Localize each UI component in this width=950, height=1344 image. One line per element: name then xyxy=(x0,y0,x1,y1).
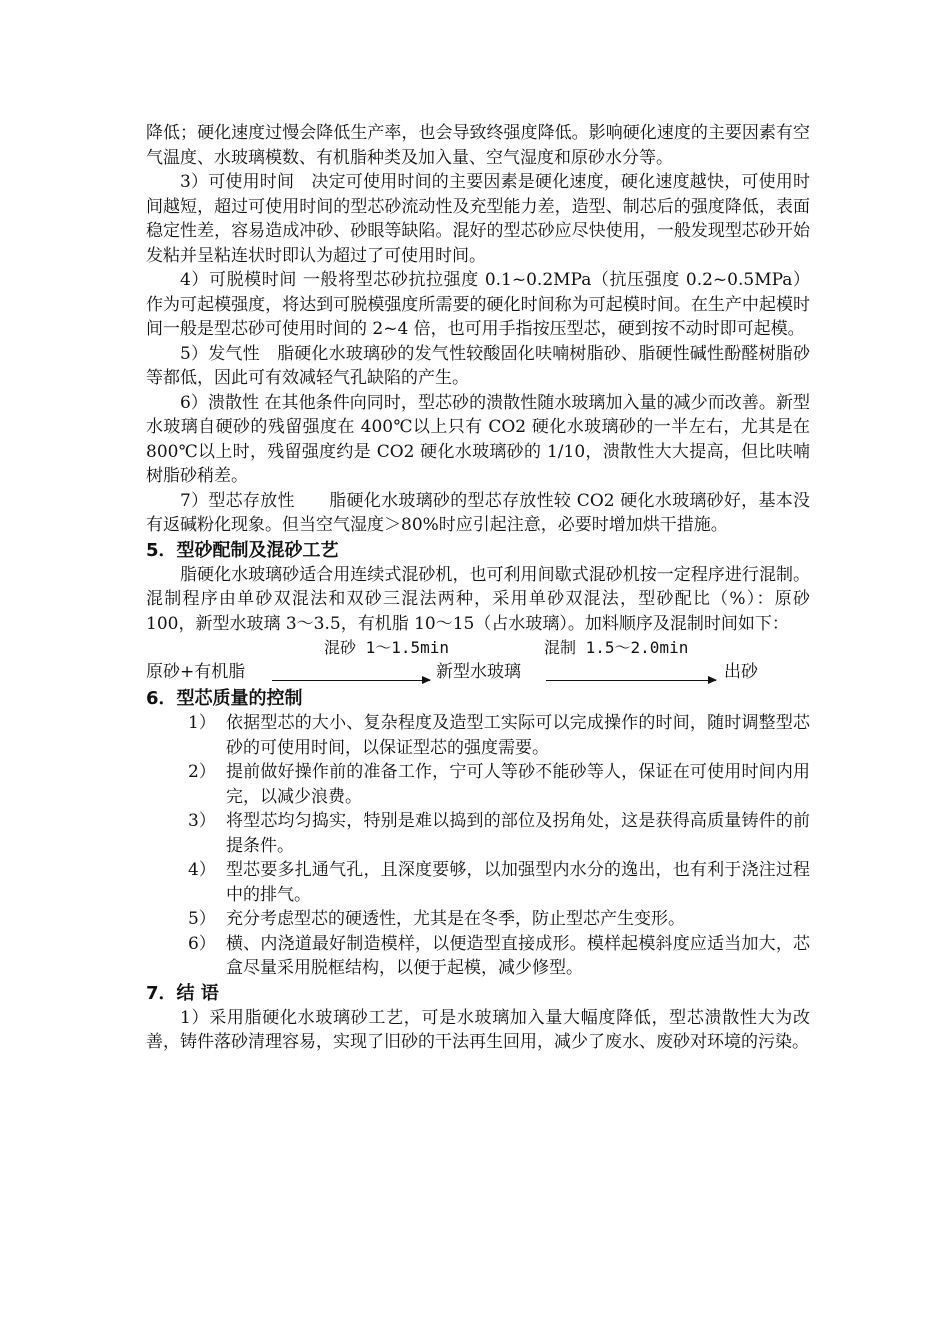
flow-arrow-2 xyxy=(546,680,716,681)
flow-step2-time: 混制 1.5～2.0min xyxy=(544,638,689,657)
list-item xyxy=(146,711,810,760)
mixing-flow-diagram xyxy=(146,636,810,686)
list-item-text: 将型芯均匀捣实，特别是难以捣到的部位及拐角处，这是获得高质量铸件的前提条件。 xyxy=(226,811,810,856)
list-item xyxy=(146,932,810,981)
quality-control-list xyxy=(146,711,810,981)
list-item-number: 3） xyxy=(188,811,216,831)
list-item xyxy=(146,907,810,932)
flow-step1-time: 混砂 1～1.5min xyxy=(324,638,450,657)
section-6-heading: 6．型芯质量的控制 xyxy=(146,688,303,709)
flow-middle-label: 新型水玻璃 xyxy=(436,662,521,682)
list-item-number: 4） xyxy=(188,860,216,880)
list-item xyxy=(146,858,810,907)
list-item xyxy=(146,809,810,858)
flow-end-label: 出砂 xyxy=(724,662,758,682)
paragraph-storage: 7）型芯存放性 脂硬化水玻璃砂的型芯存放性较 CO2 硬化水玻璃砂好，基本没有返碱粉化现象。但当空气湿度＞80%时应引起注意，必要时增加烘干措施。 xyxy=(146,490,810,535)
flow-start-label: 原砂+有机脂 xyxy=(146,662,246,682)
list-item-text: 充分考虑型芯的硬透性，尤其是在冬季，防止型芯产生变形。 xyxy=(226,909,685,929)
list-item-number: 1） xyxy=(188,713,216,733)
list-item-text: 提前做好操作前的准备工作，宁可人等砂不能砂等人，保证在可使用时间内用完，以减少浪费。 xyxy=(226,762,810,807)
section-7-paragraph: 1）采用脂硬化水玻璃砂工艺，可是水玻璃加入量大幅度降低，型芯溃散性大为改善，铸件落砂清理容易，实现了旧砂的干法再生回用，减少了废水、废砂对环境的污染。 xyxy=(146,1007,810,1052)
paragraph-usable-time: 3）可使用时间 决定可使用时间的主要因素是硬化速度，硬化速度越快，可使用时间越短，超过可使用时间的型芯砂流动性及充型能力差，造型、制芯后的强度降低，表面稳定性差，容易造成冲砂、砂眼等缺陷。混好的型芯砂应尽快使用，一般发现型芯砂开始发粘并呈粘连状时即认为超过了可使用时间。 xyxy=(146,172,810,266)
list-item-text: 依据型芯的大小、复杂程度及造型工实际可以完成操作的时间，随时调整型芯砂的可使用时间，以保证型芯的强度需要。 xyxy=(226,713,810,758)
list-item-number: 2） xyxy=(188,762,216,782)
list-item-text: 型芯要多扎通气孔，且深度要够，以加强型内水分的逸出，也有利于浇注过程中的排气。 xyxy=(226,860,810,905)
list-item-number: 5） xyxy=(188,909,216,929)
section-7-heading: 7．结 语 xyxy=(146,982,219,1004)
flow-arrow-1 xyxy=(272,680,430,681)
list-item-number: 6） xyxy=(188,933,216,954)
list-item xyxy=(146,760,810,809)
intro-paragraph: 降低；硬化速度过慢会降低生产率，也会导致终强度降低。影响硬化速度的主要因素有空气温度、水玻璃模数、有机脂种类及加入量、空气湿度和原砂水分等。 xyxy=(146,123,810,168)
document-body xyxy=(146,121,810,1055)
section-5-heading: 5．型砂配制及混砂工艺 xyxy=(146,539,339,561)
paragraph-gas-evolution: 5）发气性 脂硬化水玻璃砂的发气性较酸固化呋喃树脂砂、脂硬性碱性酚醛树脂砂等都低，因此可有效减轻气孔缺陷的产生。 xyxy=(146,343,810,388)
section-5-paragraph: 脂硬化水玻璃砂适合用连续式混砂机，也可利用间歇式混砂机按一定程序进行混制。混制程序由单砂双混法和双砂三混法两种，采用单砂双混法，型砂配比（%）：原砂 100，新型水玻璃 3～3.5，有机脂 10～15（占水玻璃）。加料顺序及混制时间如下： xyxy=(146,564,810,634)
paragraph-collapsibility: 6）溃散性 在其他条件向同时，型芯砂的溃散性随水玻璃加入量的减少而改善。新型水玻璃自硬砂的残留强度在 400℃以上只有 CO2 硬化水玻璃砂的一半左右，尤其是在 800℃以上时，残留强度约是 CO2 硬化水玻璃砂的 1/10，溃散性大大提高，但比呋喃树脂砂稍差。 xyxy=(146,392,810,486)
list-item-text: 横、内浇道最好制造模样，以便造型直接成形。模样起模斜度应适当加大，芯盒尽量采用脱框结构，以便于起模，减少修型。 xyxy=(226,933,810,978)
paragraph-demold-time: 4）可脱模时间 一般将型芯砂抗拉强度 0.1~0.2MPa（抗压强度 0.2~0.5MPa）作为可起模强度，将达到可脱模强度所需要的硬化时间称为可起模时间。在生产中起模时间一般是型芯砂可使用时间的 2~4 倍，也可用手指按压型芯，硬到按不动时即可起模。 xyxy=(146,270,810,339)
